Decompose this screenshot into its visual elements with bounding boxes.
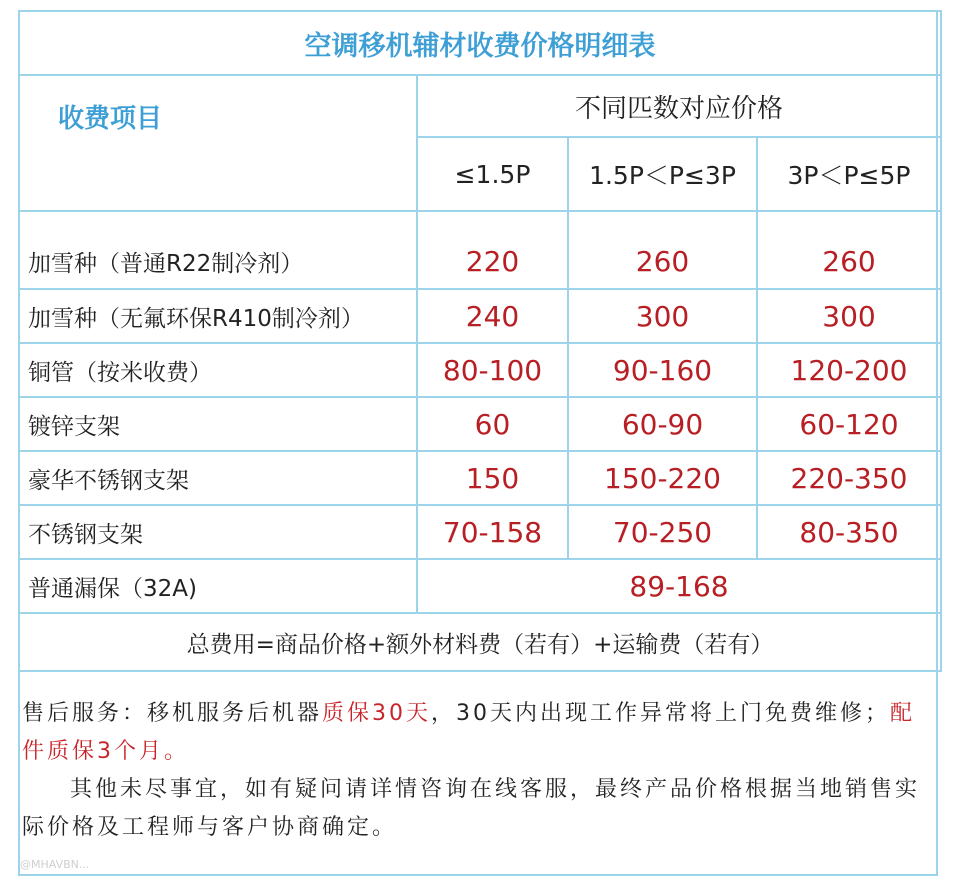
row-item: 加雪种（无氟环保R410制冷剂） [19,289,417,343]
price-cell: 260 [757,211,941,289]
price-cell: 220-350 [757,451,941,505]
after-sales-middle: ，30天内出现工作异常将上门免费维修； [431,701,891,726]
price-cell: 60-120 [757,397,941,451]
parts-warranty: 配件质保3个月。 [22,701,916,764]
price-cell: 260 [568,211,757,289]
price-cell: 60-90 [568,397,757,451]
header-range-1: ≤1.5P [417,137,568,211]
header-group-label: 不同匹数对应价格 [417,75,941,137]
after-sales-prefix: 售后服务：移机服务后机器 [22,701,323,726]
row-item: 加雪种（普通R22制冷剂） [19,211,417,289]
price-cell: 80-350 [757,505,941,559]
price-cell: 80-100 [417,343,568,397]
price-cell: 150-220 [568,451,757,505]
header-range-2: 1.5P＜P≤3P [568,137,757,211]
price-cell: 89-168 [417,559,941,613]
warranty-30-days: 质保30天 [322,701,432,726]
price-cell: 70-250 [568,505,757,559]
price-cell: 300 [757,289,941,343]
other-note: 其他未尽事宜，如有疑问请详情咨询在线客服，最终产品价格根据当地销售实际价格及工程师与客户协商确定。 [22,777,921,840]
price-cell: 150 [417,451,568,505]
price-cell: 60 [417,397,568,451]
price-cell: 240 [417,289,568,343]
after-sales-note [22,695,922,771]
total-formula: 总费用=商品价格+额外材料费（若有）+运输费（若有） [19,613,941,671]
header-item-label: 收费项目 [58,104,163,134]
notes-block [22,695,922,847]
header-range-3: 3P＜P≤5P [757,137,941,211]
price-cell: 300 [568,289,757,343]
watermark: @MHAVBN... [20,858,90,871]
price-cell: 90-160 [568,343,757,397]
row-item: 豪华不锈钢支架 [19,451,417,505]
row-item: 不锈钢支架 [19,505,417,559]
table-title: 空调移机辅材收费价格明细表 [19,11,941,75]
price-cell: 70-158 [417,505,568,559]
row-item: 铜管（按米收费） [19,343,417,397]
row-item: 普通漏保（32A) [19,559,417,613]
row-item: 镀锌支架 [19,397,417,451]
price-cell: 220 [417,211,568,289]
price-cell: 120-200 [757,343,941,397]
